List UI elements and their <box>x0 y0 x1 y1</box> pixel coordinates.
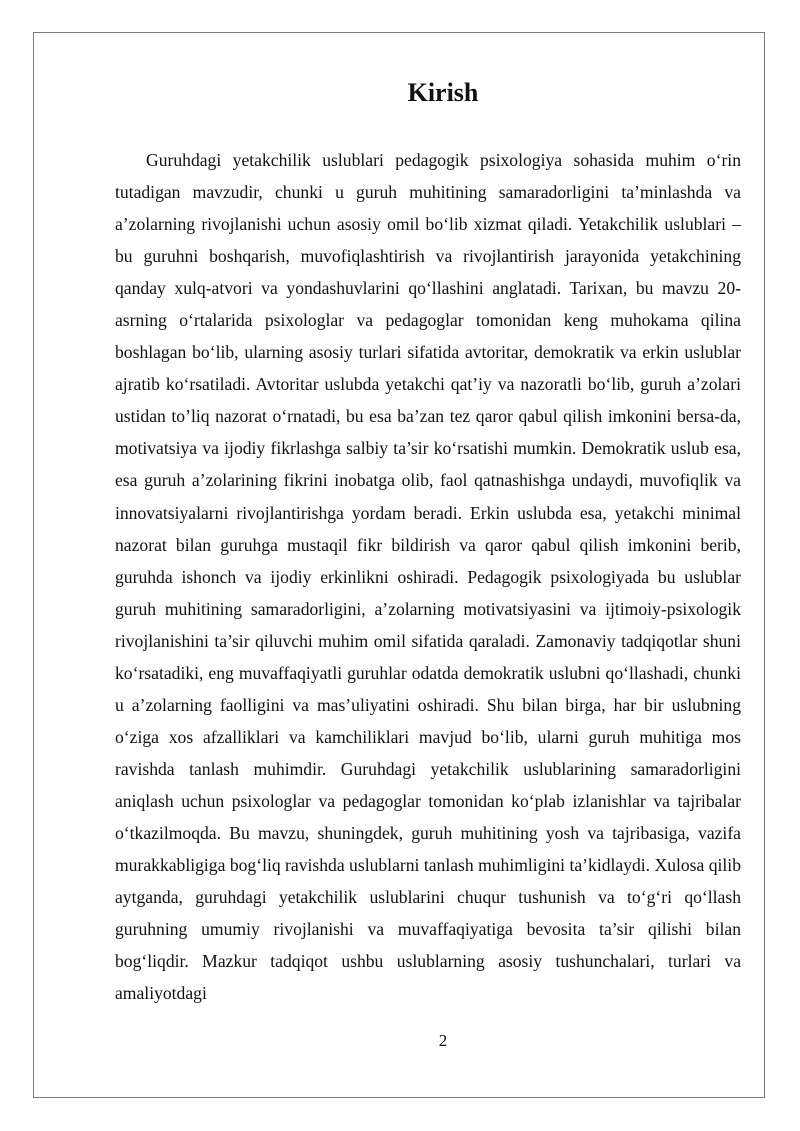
page-number: 2 <box>438 1031 448 1050</box>
body-paragraph: Guruhdagi yetakchilik uslublari pedagogik psixologiya sohasida muhim o‘rin tutadigan mavzudir, chunki u guruh muhitining samaradorligini ta’minlashda va a’zolarning rivojlanishi uchun asosiy omil bo‘lib xizmat qiladi. Yetakchilik uslublari – bu guruhni boshqarish, muvofiqlashtirish va rivojlantirish jarayonida yetakchining qanday xulq-atvori va yondashuvlarini qo‘llashini anglatadi. Tarixan, bu mavzu 20-asrning o‘rtalarida psixologlar va pedagoglar tomonidan keng muhokama qilina boshlagan bo‘lib, ularning asosiy turlari sifatida avtoritar, demokratik va erkin uslublar ajratib ko‘rsatiladi. Avtoritar uslubda yetakchi qat’iy va nazoratli bo‘lib, guruh a’zolari ustidan to’liq nazorat o‘rnatadi, bu esa ba’zan tez qaror qabul qilish imkonini bersa-da, motivatsiya va ijodiy fikrlashga salbiy ta’sir ko‘rsatishi mumkin. Demokratik uslub esa, esa guruh a’zolarining fikrini inobatga olib, faol qatnashishga undaydi, muvofiqlik va innovatsiyalarni rivojlantirishga yordam beradi. Erkin uslubda esa, yetakchi minimal nazorat bilan guruhga mustaqil fikr bildirish va qaror qabul qilish imkonini berib, guruhda ishonch va ijodiy erkinlikni oshiradi. Pedagogik psixologiyada bu uslublar guruh muhitining samaradorligini, a’zolarning motivatsiyasini va ijtimoiy-psixologik rivojlanishini ta’sir qiluvchi muhim omil sifatida qaraladi. Zamonaviy tadqiqotlar shuni ko‘rsatadiki, eng muvaffaqiyatli guruhlar odatda demokratik uslubni qo‘llashadi, chunki u a’zolarning faolligini va mas’uliyatini oshiradi. Shu bilan birga, har bir uslubning o‘ziga xos afzalliklari va kamchiliklari mavjud bo‘lib, ularni guruh muhitiga mos ravishda tanlash muhimdir. Guruhdagi yetakchilik uslublarining samaradorligini aniqlash uchun psixologlar va pedagoglar tomonidan ko‘plab izlanishlar va tajribalar o‘tkazilmoqda. Bu mavzu, shuningdek, guruh muhitining yosh va tajribasiga, vazifa murakkabligiga bog‘liq ravishda uslublarni tanlash muhimligini ta’kidlaydi. Xulosa qilib aytganda, guruhdagi yetakchilik uslublarini chuqur tushunish va to‘g‘ri qo‘llash guruhning umumiy rivojlanishi va muvaffaqiyatiga bevosita ta’sir qilishi bilan bog‘liqdir. Mazkur tadqiqot ushbu uslublarning asosiy tushunchalari, turlari va amaliyotdagi <box>115 150 741 1004</box>
page-title: Kirish <box>407 78 479 107</box>
